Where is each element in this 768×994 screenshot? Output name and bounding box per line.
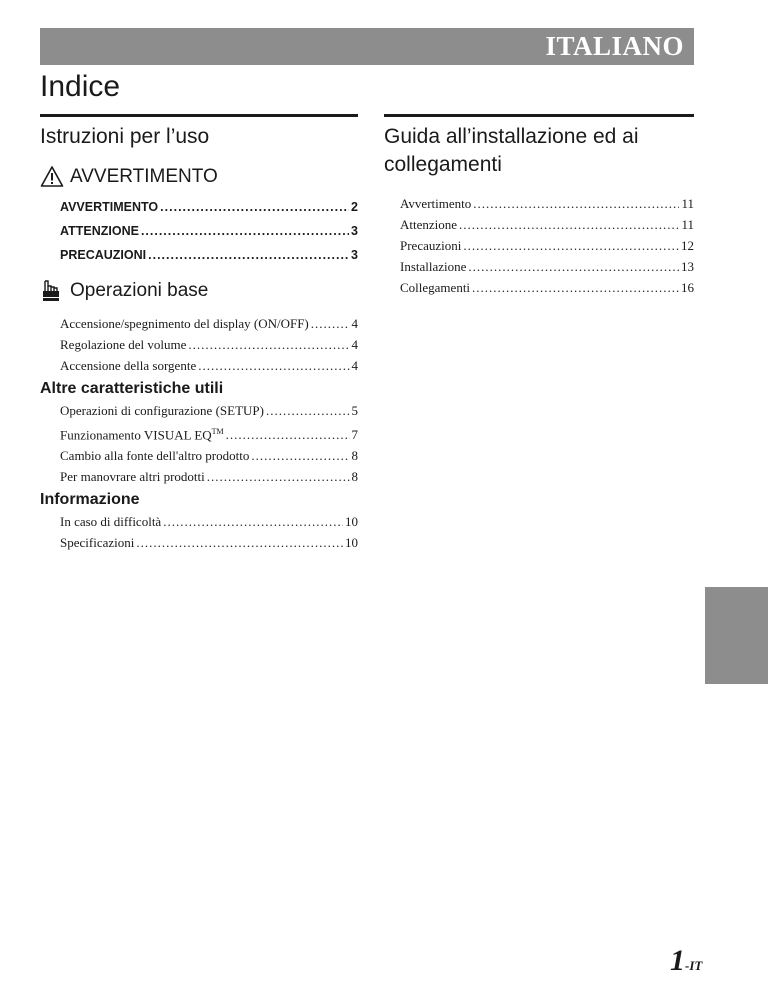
toc-entry[interactable] [60,421,358,445]
toc-page: 10 [345,514,358,530]
other-features-toc [40,400,358,487]
toc-label: Accensione/spegnimento del display (ON/OFF) [60,316,309,331]
toc-page: 7 [351,427,358,443]
toc-label: In caso di difficoltà [60,514,162,530]
trademark-mark: TM [211,427,224,436]
toc-label: Regolazione del volume [60,337,187,352]
toc-label: Attenzione [400,217,458,232]
toc-page: 11 [681,196,694,211]
warning-toc [40,195,358,267]
toc-label: Cambio alla fonte dell'altro prodotto [60,448,250,464]
toc-label: Specificazioni [60,535,135,551]
toc-label: Per manovrare altri prodotti [60,469,205,485]
toc-label: AVVERTIMENTO [60,200,159,214]
hand-pointer-icon [40,279,64,303]
toc-page: 2 [351,200,358,214]
installation-guide-heading: Guida all’installazione ed ai collegamenti [384,125,639,176]
toc-page: 10 [345,535,358,551]
toc-entry[interactable] [400,256,694,277]
toc-page: 12 [681,238,694,253]
toc-entry[interactable] [60,313,358,334]
other-features-heading: Altre caratteristiche utili [40,380,224,397]
toc-entry[interactable] [400,193,694,214]
toc-page: 8 [351,448,358,464]
toc-page: 16 [681,280,694,295]
warning-triangle-icon [40,165,64,189]
toc-entry[interactable] [60,355,358,376]
toc-page: 4 [351,316,358,331]
toc-label: Funzionamento VISUAL EQ™ [60,427,224,443]
basic-operations-title: Operazioni base [70,280,209,301]
toc-page: 8 [351,469,358,485]
toc-entry[interactable] [60,466,358,487]
toc-label: Avvertimento [400,196,472,211]
toc-entry[interactable] [60,511,358,532]
basic-operations-heading [40,279,358,303]
toc-page: 4 [351,337,358,352]
warning-section-heading [40,165,358,189]
toc-label: Collegamenti [400,280,471,295]
page-title: Indice [40,70,121,103]
toc-page: 4 [351,358,358,373]
toc-entry[interactable] [60,243,358,267]
toc-entry[interactable] [60,400,358,421]
toc-entry[interactable] [60,195,358,219]
toc-entry[interactable] [400,277,694,298]
left-column [40,114,358,553]
right-column [384,114,694,298]
information-toc [40,511,358,553]
toc-entry[interactable] [60,219,358,243]
toc-label: Installazione [400,259,467,274]
basic-operations-toc [40,313,358,376]
toc-entry[interactable] [400,214,694,235]
toc-entry[interactable] [400,235,694,256]
toc-entry[interactable] [60,445,358,466]
language-label: ITALIANO [545,31,684,61]
toc-entry[interactable] [60,334,358,355]
toc-page: 5 [351,403,358,418]
installation-toc [384,193,694,298]
toc-page: 13 [681,259,694,274]
warning-section-title: AVVERTIMENTO [70,166,218,187]
page-number-suffix: -IT [685,958,703,973]
page-number [670,944,702,978]
page-number-value: 1 [670,944,685,977]
toc-page: 3 [351,248,358,262]
operating-instructions-heading: Istruzioni per l’uso [40,125,210,148]
language-banner [40,28,694,65]
toc-label: ATTENZIONE [60,224,139,238]
right-column-rule [384,114,694,117]
toc-page: 3 [351,224,358,238]
toc-label: Operazioni di configurazione (SETUP) [60,403,264,418]
toc-label: Accensione della sorgente [60,358,197,373]
toc-label: PRECAUZIONI [60,248,147,262]
language-thumb-tab [705,587,768,684]
toc-page: 11 [681,217,694,232]
toc-entry[interactable] [60,532,358,553]
left-column-rule [40,114,358,117]
toc-label: Precauzioni [400,238,462,253]
information-heading: Informazione [40,491,140,509]
